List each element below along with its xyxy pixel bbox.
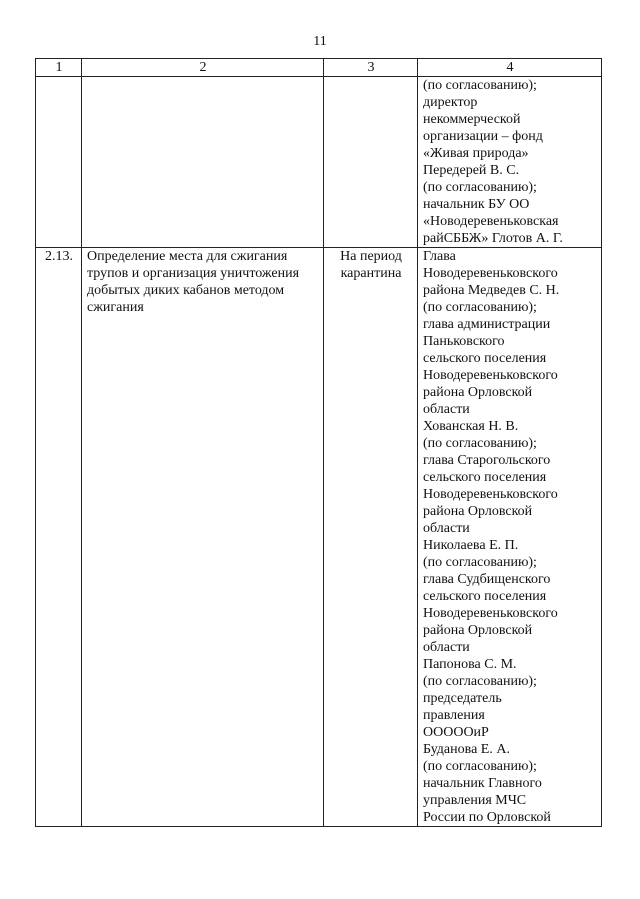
- table-row: [36, 248, 602, 827]
- responsible-line: (по согласованию);: [423, 180, 537, 195]
- responsible-line: райСББЖ» Глотов А. Г.: [423, 231, 563, 246]
- responsible-line: области: [423, 521, 470, 536]
- responsible-line: России по Орловской: [423, 810, 551, 825]
- measure-period-cell: [324, 248, 418, 827]
- header-col-4: 4: [418, 59, 602, 77]
- responsible-line: Паньковского: [423, 334, 505, 349]
- responsible-line: (по согласованию);: [423, 78, 537, 93]
- responsible-line: глава Судбищенского: [423, 572, 551, 587]
- header-col-3: 3: [324, 59, 418, 77]
- responsible-line: (по согласованию);: [423, 436, 537, 451]
- responsible-line: района Орловской: [423, 504, 533, 519]
- responsible-line: начальник БУ ОО: [423, 197, 530, 212]
- responsible-line: Папонова С. М.: [423, 657, 517, 672]
- measure-description-line: добытых диких кабанов методом: [87, 283, 285, 298]
- responsible-line: Новодеревеньковского: [423, 266, 558, 281]
- responsible-line: области: [423, 402, 470, 417]
- responsible-line: начальник Главного: [423, 776, 542, 791]
- measure-description-line: сжигания: [87, 300, 144, 315]
- responsible-line: некоммерческой: [423, 112, 521, 127]
- responsible-line: (по согласованию);: [423, 759, 537, 774]
- measure-period-line: На период: [340, 249, 402, 264]
- responsible-line: организации – фонд: [423, 129, 543, 144]
- responsible-line: Хованская Н. В.: [423, 419, 519, 434]
- row-number: 2.13.: [36, 248, 82, 827]
- responsible-line: правления: [423, 708, 485, 723]
- responsible-line: района Орловской: [423, 623, 533, 638]
- responsible-line: Новодеревеньковского: [423, 487, 558, 502]
- measure-description-line: трупов и организация уничтожения: [87, 266, 300, 281]
- responsible-line: Николаева Е. П.: [423, 538, 519, 553]
- responsible-line: (по согласованию);: [423, 300, 537, 315]
- responsible-line: «Новодеревеньковская: [423, 214, 559, 229]
- responsible-line: директор: [423, 95, 478, 110]
- measure-description-line: Определение места для сжигания: [87, 249, 288, 264]
- responsible-line: сельского поселения: [423, 351, 547, 366]
- responsible-line: управления МЧС: [423, 793, 527, 808]
- responsible-line: глава администрации: [423, 317, 551, 332]
- responsible-line: Новодеревеньковского: [423, 368, 558, 383]
- responsible-line: председатель: [423, 691, 502, 706]
- responsible-line: (по согласованию);: [423, 674, 537, 689]
- continuation-col-3: [324, 77, 418, 248]
- responsible-line: сельского поселения: [423, 470, 547, 485]
- continuation-col-2: [82, 77, 324, 248]
- continuation-col-1: [36, 77, 82, 248]
- measures-table: [35, 58, 602, 827]
- responsible-line: Буданова Е. А.: [423, 742, 510, 757]
- responsible-line: сельского поселения: [423, 589, 547, 604]
- responsible-line: Глава: [423, 249, 456, 264]
- responsible-line: района Орловской: [423, 385, 533, 400]
- continuation-row: [36, 77, 602, 248]
- header-col-2: 2: [82, 59, 324, 77]
- measure-description-cell: [82, 248, 324, 827]
- responsible-line: Передерей В. С.: [423, 163, 520, 178]
- responsible-line: Новодеревеньковского: [423, 606, 558, 621]
- measure-period-line: карантина: [340, 266, 402, 281]
- responsible-line: области: [423, 640, 470, 655]
- page-number: 11: [313, 34, 327, 49]
- header-row: [36, 59, 602, 77]
- responsible-line: глава Старогольского: [423, 453, 551, 468]
- responsible-line: (по согласованию);: [423, 555, 537, 570]
- header-col-1: 1: [36, 59, 82, 77]
- responsible-line: «Живая природа»: [423, 146, 529, 161]
- responsible-line: района Медведев С. Н.: [423, 283, 560, 298]
- responsible-line: ОООООиР: [423, 725, 489, 740]
- responsible-persons-cell: [418, 248, 602, 827]
- continuation-responsible-cell: [418, 77, 602, 248]
